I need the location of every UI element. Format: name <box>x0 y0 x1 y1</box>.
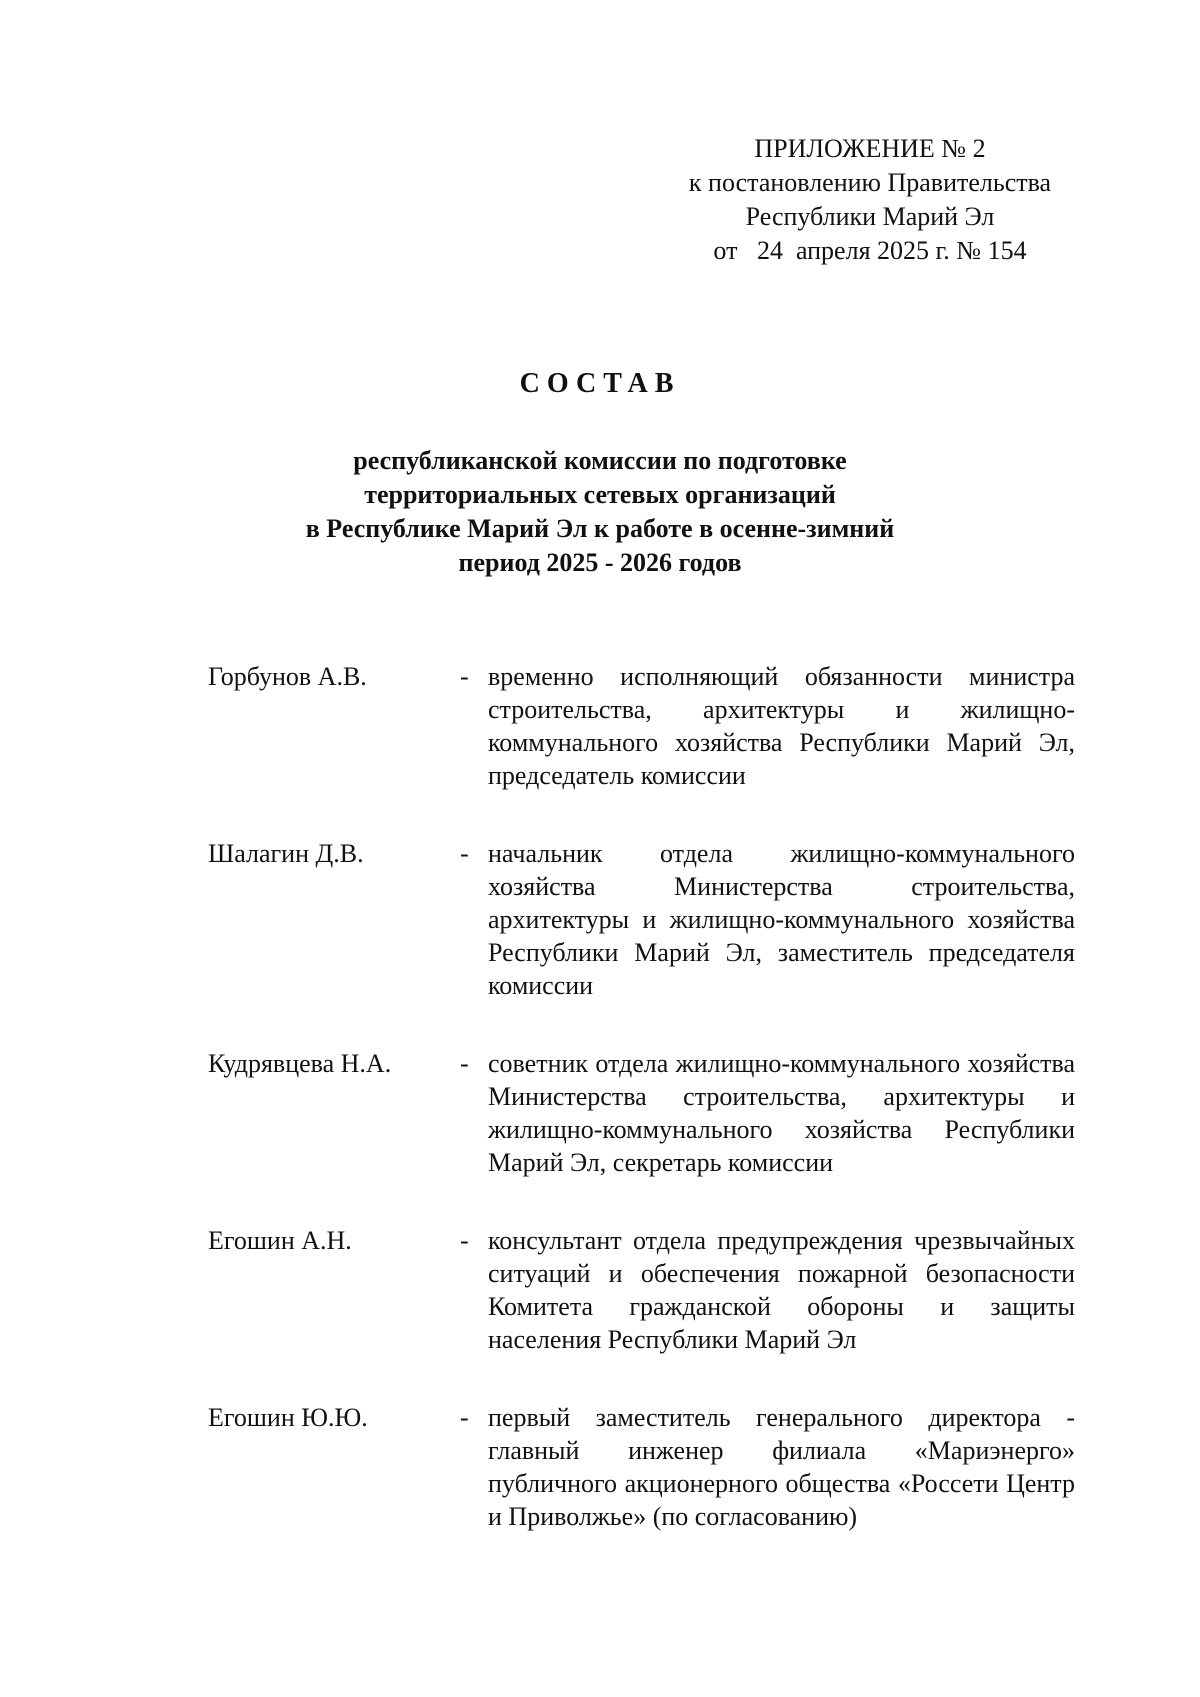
member-name: Шалагин Д.В. <box>208 839 364 868</box>
subtitle-line-3: в Республике Марий Эл к работе в осенне-зимний <box>305 514 895 543</box>
appendix-issuer: Республики Марий Эл <box>745 202 995 231</box>
member-name: Горбунов А.В. <box>208 662 367 691</box>
member-dash: - <box>460 1403 469 1432</box>
member-role: временно исполняющий обязанности министра строительства, архитектуры и жилищно-коммунального хозяйства Республики Марий Эл, председатель комиссии <box>488 662 1075 790</box>
member-name: Егошин А.Н. <box>208 1226 352 1255</box>
subtitle-line-4: период 2025 - 2026 годов <box>458 548 742 577</box>
member-role: первый заместитель генерального директора - главный инженер филиала «Мариэнерго» публичного акционерного общества «Россети Центр и Приволжье» (по согласованию) <box>488 1403 1075 1531</box>
document-subtitle <box>0 444 1200 580</box>
member-entry <box>0 660 1200 792</box>
member-role: консультант отдела предупреждения чрезвычайных ситуаций и обеспечения пожарной безопасности Комитета гражданской обороны и защиты населения Республики Марий Эл <box>488 1226 1075 1354</box>
member-name: Кудрявцева Н.А. <box>208 1049 392 1078</box>
member-role: начальник отдела жилищно-коммунального хозяйства Министерства строительства, архитектуры и жилищно-коммунального хозяйства Республики Марий Эл, заместитель председателя комиссии <box>488 839 1075 1000</box>
appendix-date-number: от 24 апреля 2025 г. № 154 <box>713 236 1027 265</box>
member-entry <box>0 1401 1200 1533</box>
appendix-number: ПРИЛОЖЕНИЕ № 2 <box>754 134 986 163</box>
member-name: Егошин Ю.Ю. <box>208 1403 368 1432</box>
member-entry <box>0 1047 1200 1179</box>
appendix-header <box>640 132 1100 268</box>
member-dash: - <box>460 1226 469 1255</box>
member-dash: - <box>460 662 469 691</box>
member-role: советник отдела жилищно-коммунального хозяйства Министерства строительства, архитектуры и жилищно-коммунального хозяйства Республики Марий Эл, секретарь комиссии <box>488 1049 1075 1177</box>
members-list <box>0 660 1200 1533</box>
member-entry <box>0 1224 1200 1356</box>
member-dash: - <box>460 1049 469 1078</box>
document-title: СОСТАВ <box>519 368 681 399</box>
member-dash: - <box>460 839 469 868</box>
subtitle-line-2: территориальных сетевых организаций <box>364 480 836 509</box>
subtitle-line-1: республиканской комиссии по подготовке <box>353 446 847 475</box>
member-entry <box>0 837 1200 1002</box>
appendix-resolution-ref: к постановлению Правительства <box>688 168 1052 197</box>
